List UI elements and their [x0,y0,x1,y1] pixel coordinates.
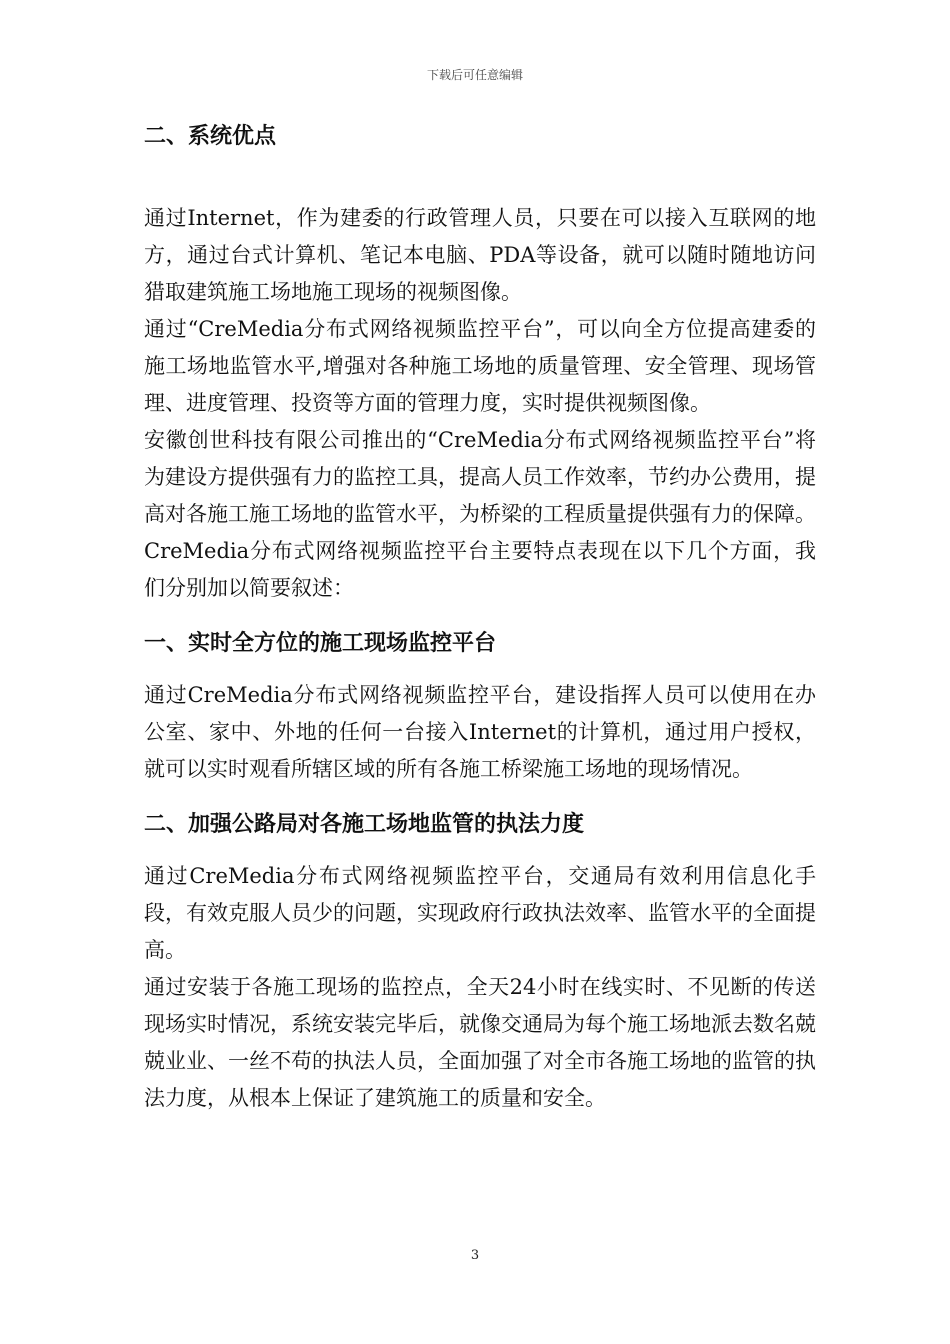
spacer [144,156,816,200]
spacer [144,607,816,625]
document-body [144,118,816,1117]
paragraph: 通过“CreMedia分布式网络视频监控平台”，可以向全方位提高建委的施工场地监管水平,增强对各种施工场地的质量管理、安全管理、现场管理、进度管理、投资等方面的管理力度，实时提供视频图像。 [144,317,816,415]
paragraph: 通过CreMedia分布式网络视频监控平台，交通局有效利用信息化手段，有效克服人员少的问题，实现政府行政执法效率、监管水平的全面提高。 [144,864,816,962]
page-header: 下载后可任意编辑 [426,68,523,82]
section-title-realtime-monitoring: 一、实时全方位的施工现场监控平台 [144,631,497,656]
paragraph: 安徽创世科技有限公司推出的“CreMedia分布式网络视频监控平台”将为建设方提供强有力的监控工具，提高人员工作效率，节约办公费用，提高对各施工施工场地的监管水平，为桥梁的工程质量提供强有力的保障。 [144,428,816,526]
paragraph: 通过安装于各施工现场的监控点，全天24小时在线实时、不见断的传送现场实时情况，系统安装完毕后，就像交通局为每个施工场地派去数名兢兢业业、一丝不苟的执法人员，全面加强了对全市各施工场地的监管的执法力度，从根本上保证了建筑施工的质量和安全。 [144,975,816,1110]
page-number: 3 [470,1248,480,1263]
paragraph: CreMedia分布式网络视频监控平台主要特点表现在以下几个方面，我们分别加以简要叙述： [144,539,816,600]
section-title-law-enforcement: 二、加强公路局对各施工场地监管的执法力度 [144,812,585,837]
spacer [144,663,816,677]
section-title-system-advantages: 二、系统优点 [144,124,277,149]
spacer [144,788,816,806]
paragraph: 通过CreMedia分布式网络视频监控平台，建设指挥人员可以使用在办公室、家中、外地的任何一台接入Internet的计算机，通过用户授权，就可以实时观看所辖区域的所有各施工桥梁施工场地的现场情况。 [144,683,816,781]
spacer [144,844,816,858]
paragraph: 通过Internet，作为建委的行政管理人员，只要在可以接入互联网的地方，通过台式计算机、笔记本电脑、PDA等设备，就可以随时随地访问猎取建筑施工场地施工现场的视频图像。 [144,206,816,304]
